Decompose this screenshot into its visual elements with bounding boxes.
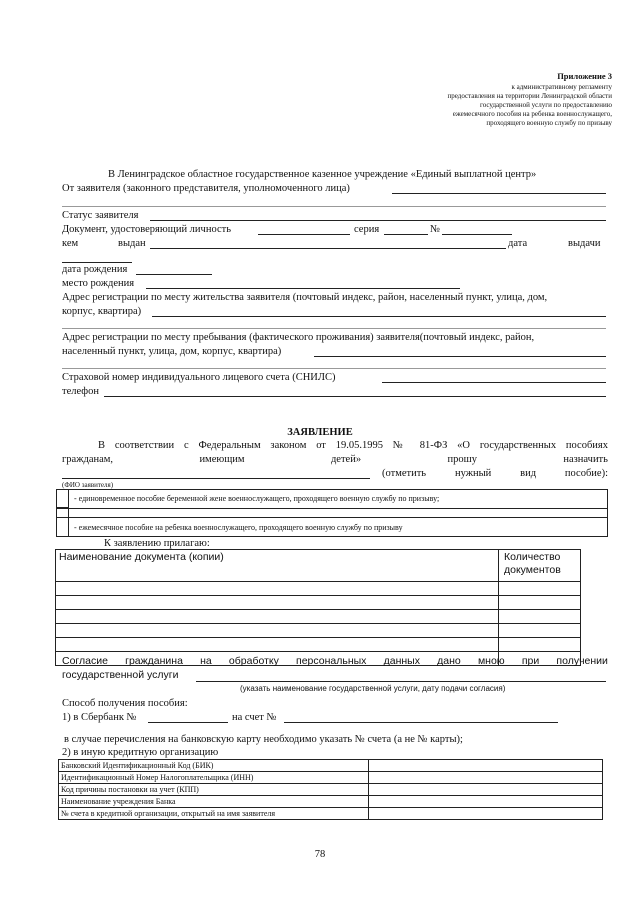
table-cell[interactable]: [499, 624, 581, 638]
birth-date-field[interactable]: [136, 274, 212, 275]
consent-hint: (указать наименование государственной услуги, дату подачи согласия): [240, 684, 506, 693]
table-row: [56, 596, 581, 610]
birth-place-field[interactable]: [146, 288, 460, 289]
sber-branch-field[interactable]: [148, 722, 228, 723]
word: при: [521, 655, 540, 667]
table-cell[interactable]: [56, 624, 499, 638]
snils-label: Страховой номер индивидуального лицевого счета (СНИЛС): [62, 372, 336, 383]
bank-name-field[interactable]: [369, 796, 603, 808]
page-number: 78: [314, 849, 326, 860]
appendix-line-5: проходящего военную службу по призыву: [486, 119, 612, 127]
bank-account-label: [59, 808, 369, 820]
consent-line-2: государственной услуги: [62, 669, 179, 681]
word: нужный: [454, 468, 492, 479]
table-cell[interactable]: [499, 638, 581, 652]
docs-col-count-label-1: Количество: [504, 551, 561, 563]
word: гражданина: [125, 655, 183, 667]
snils-field[interactable]: [382, 382, 606, 383]
documents-table: [55, 549, 581, 666]
word: Согласие: [62, 655, 108, 667]
document-field[interactable]: [258, 234, 350, 235]
number-label: №: [430, 224, 441, 235]
word: назначить: [563, 454, 608, 465]
appendix-line-4: ежемесячного пособия на ребенка военнослужащего,: [452, 110, 612, 118]
table-cell[interactable]: [499, 596, 581, 610]
from-field[interactable]: [392, 193, 606, 194]
number-field[interactable]: [442, 234, 512, 235]
statement-title: ЗАЯВЛЕНИЕ: [287, 427, 353, 438]
series-label: серия: [354, 224, 380, 235]
table-row: [59, 760, 603, 772]
option-2-label: - ежемесячное пособие на ребенка военнослужащего, проходящего военную службу по призыву: [74, 523, 403, 532]
reg-address-field-2[interactable]: [62, 328, 606, 329]
table-row: [56, 624, 581, 638]
issued-by-label-1: кем: [62, 238, 79, 249]
word: данных: [383, 655, 420, 667]
docs-col-name-header: [56, 550, 499, 582]
word: на: [200, 655, 212, 667]
statement-line-1: В соответствии с Федеральным законом от 19.05.1995 № 81-ФЗ «О государственных пособиях: [98, 440, 608, 451]
stay-address-label-2: населенный пункт, улица, дом, корпус, квартира): [62, 346, 282, 357]
status-field[interactable]: [150, 220, 606, 221]
bank-bik-label: [59, 760, 369, 772]
from-field-2[interactable]: [62, 206, 606, 207]
bank-field-label: № счета в кредитной организации, открытый на имя заявителя: [61, 809, 276, 818]
word: обработку: [228, 655, 279, 667]
birth-place-label: место рождения: [62, 278, 135, 289]
bank-inn-label: [59, 772, 369, 784]
consent-line-1: [62, 655, 608, 668]
word: дано: [437, 655, 461, 667]
table-cell[interactable]: [56, 596, 499, 610]
bank-field-label: Наименование учреждения Банка: [61, 797, 176, 806]
statement-line-2: [62, 453, 608, 466]
word: прошу: [447, 454, 477, 465]
table-row: [56, 582, 581, 596]
from-label: От заявителя (законного представителя, уполномоченного лица): [62, 183, 350, 194]
series-field[interactable]: [384, 234, 428, 235]
phone-field[interactable]: [104, 396, 606, 397]
bank-kpp-field[interactable]: [369, 784, 603, 796]
issue-date-label-2: выдачи: [568, 238, 601, 249]
table-row: [59, 796, 603, 808]
bank-details-table: [58, 759, 603, 820]
appendix-line-1: к административному регламенту: [511, 83, 612, 91]
issue-date-label-1: дата: [508, 238, 528, 249]
table-cell[interactable]: [56, 582, 499, 596]
bank-field-label: Банковский Идентификационный Код (БИК): [61, 761, 214, 770]
option-1-checkbox[interactable]: [56, 489, 69, 508]
word: вид: [520, 468, 537, 479]
appendix-line-2: предоставления на территории Ленинградской области: [447, 92, 612, 100]
issued-by-label-2: выдан: [118, 238, 146, 249]
appendix-line-3: государственной услуги по предоставлению: [480, 101, 612, 109]
word: имеющим: [199, 454, 245, 465]
word: пособие):: [564, 468, 608, 479]
word: (отметить: [382, 468, 427, 479]
bank-field-label: Код причины постановки на учет (КПП): [61, 785, 199, 794]
appendix-title: Приложение 3: [557, 71, 612, 81]
options-divider: [56, 517, 608, 518]
word: детей»: [330, 454, 362, 465]
table-row: [59, 772, 603, 784]
word: мною: [477, 655, 505, 667]
bank-kpp-label: [59, 784, 369, 796]
status-label: Статус заявителя: [62, 210, 139, 221]
stay-address-field-2[interactable]: [62, 368, 606, 369]
word: гражданам,: [62, 454, 114, 465]
recipient-text: В Ленинградское областное государственное казенное учреждение «Единый выплатной центр»: [108, 169, 537, 180]
option-1-label: - единовременное пособие беременной жене военнослужащего, проходящего военную службу по призыву;: [74, 494, 440, 503]
account-field[interactable]: [284, 722, 558, 723]
table-row: [56, 610, 581, 624]
payment-method-label: Способ получения пособия:: [62, 698, 188, 709]
stay-address-label-1: Адрес регистрации по месту пребывания (фактического проживания) заявителя(почтовый индекс, район,: [62, 332, 535, 343]
bank-bik-field[interactable]: [369, 760, 603, 772]
birth-date-label: дата рождения: [62, 264, 128, 275]
fio-hint: (ФИО заявителя): [62, 481, 114, 489]
fio-field[interactable]: [62, 478, 370, 479]
statement-line-3: [382, 467, 608, 480]
sber-label: 1) в Сбербанк №: [62, 712, 137, 723]
card-note: в случае перечисления на банковскую карту необходимо указать № счета (а не № карты);: [64, 734, 463, 745]
reg-address-label-2: корпус, квартира): [62, 306, 142, 317]
other-bank-label: 2) в иную кредитную организацию: [62, 747, 219, 758]
stay-address-field[interactable]: [314, 356, 606, 357]
reg-address-label-1: Адрес регистрации по месту жительства заявителя (почтовый индекс, район, населенный пункт, улица, дом,: [62, 292, 548, 303]
table-row: [59, 784, 603, 796]
consent-field[interactable]: [196, 681, 606, 682]
bank-inn-field[interactable]: [369, 772, 603, 784]
docs-col-name-label: Наименование документа (копии): [59, 551, 224, 563]
table-cell[interactable]: [499, 582, 581, 596]
table-row: [59, 808, 603, 820]
attach-label: К заявлению прилагаю:: [104, 538, 210, 549]
word: получении: [556, 655, 608, 667]
phone-label: телефон: [62, 386, 99, 397]
table-row: [56, 550, 581, 582]
table-row: [56, 638, 581, 652]
bank-name-label: [59, 796, 369, 808]
table-cell[interactable]: [56, 610, 499, 624]
docs-col-count-header: [499, 550, 581, 582]
table-cell[interactable]: [499, 610, 581, 624]
account-label: на счет №: [232, 712, 277, 723]
option-2-checkbox[interactable]: [56, 517, 69, 537]
issued-by-field[interactable]: [150, 248, 506, 249]
reg-address-field[interactable]: [152, 316, 606, 317]
table-cell[interactable]: [56, 638, 499, 652]
document-label: Документ, удостоверяющий личность: [62, 224, 231, 235]
bank-account-field[interactable]: [369, 808, 603, 820]
bank-field-label: Идентификационный Номер Налогоплательщика (ИНН): [61, 773, 254, 782]
docs-col-count-label-2: документов: [504, 564, 561, 576]
word: персональных: [296, 655, 367, 667]
options-divider: [56, 508, 608, 509]
